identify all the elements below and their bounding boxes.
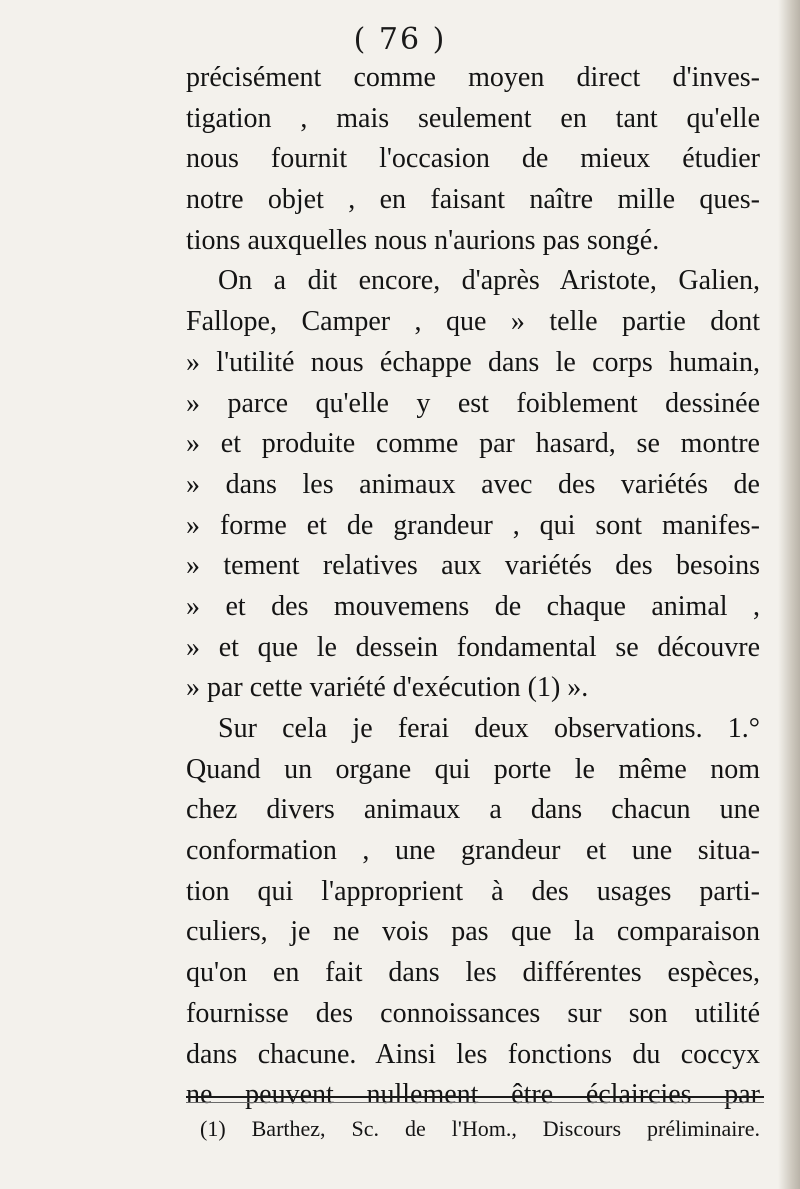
text-line: tigation , mais seulement en tant qu'elle <box>186 102 760 134</box>
text-line: tion qui l'approprient à des usages parti- <box>186 875 760 907</box>
text-line: » et que le dessein fondamental se découvre <box>186 631 760 663</box>
text-line: On a dit encore, d'après Aristote, Galien, <box>218 265 760 297</box>
text-line: dans chacune. Ainsi les fonctions du coccyx <box>186 1038 760 1070</box>
text-line: tions auxquelles nous n'aurions pas songé. <box>186 224 660 256</box>
text-line: » et des mouvemens de chaque animal , <box>186 590 760 622</box>
page-number: ( 76 ) <box>353 22 447 57</box>
text-line: » dans les animaux avec des variétés de <box>186 468 760 500</box>
text-line: fournisse des connoissances sur son utilité <box>186 997 760 1029</box>
text-line: Quand un organe qui porte le même nom <box>186 753 760 785</box>
text-line: culiers, je ne vois pas que la comparaison <box>186 916 760 948</box>
text-line: ne peuvent nullement être éclaircies par <box>186 1079 760 1111</box>
text-line: » l'utilité nous échappe dans le corps humain, <box>186 346 760 378</box>
text-line: » forme et de grandeur , qui sont manifes- <box>186 509 760 541</box>
text-line: conformation , une grandeur et une situa- <box>186 835 760 867</box>
text-line: notre objet , en faisant naître mille ques- <box>186 184 760 216</box>
text-line: » parce qu'elle y est foiblement dessinée <box>186 387 760 419</box>
text-line: chez divers animaux a dans chacun une <box>186 794 760 826</box>
text-line: nous fournit l'occasion de mieux étudier <box>186 143 760 175</box>
text-line: » par cette variété d'exécution (1) ». <box>186 672 589 704</box>
page-binding-shadow <box>778 0 800 1189</box>
footnote: (1) Barthez, Sc. de l'Hom., Discours préliminaire. <box>200 1116 760 1141</box>
footnote-divider-thin <box>186 1102 764 1103</box>
text-line: qu'on en fait dans les différentes espèces, <box>186 957 760 989</box>
text-line: Sur cela je ferai deux observations. 1.° <box>218 713 760 744</box>
text-line: Fallope, Camper , que » telle partie dont <box>186 306 760 338</box>
text-line: précisément comme moyen direct d'inves- <box>186 62 760 93</box>
text-line: » tement relatives aux variétés des besoins <box>186 550 760 582</box>
text-line: » et produite comme par hasard, se montre <box>186 428 760 460</box>
footnote-divider <box>186 1096 764 1098</box>
body-text <box>186 58 760 1116</box>
